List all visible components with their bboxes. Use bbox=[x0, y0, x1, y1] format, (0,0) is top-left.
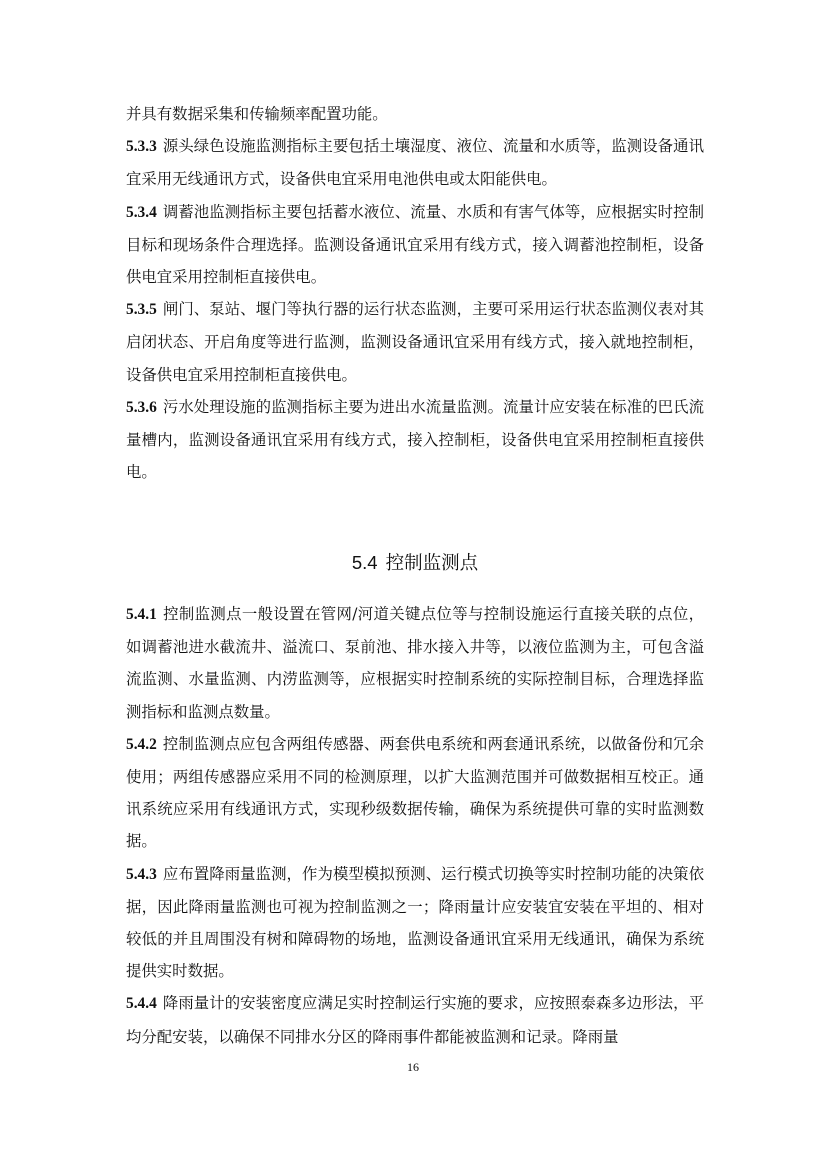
clause-5-4-2 bbox=[126, 728, 704, 858]
clause-number: 5.4.2 bbox=[126, 735, 157, 753]
section-heading bbox=[126, 547, 704, 580]
clause-text: 降雨量计的安装密度应满足实时控制运行实施的要求，应按照泰森多边形法，平均分配安装，以确保不同排水分区的降雨事件都能被监测和记录。降雨量 bbox=[126, 994, 704, 1046]
clause-5-3-5 bbox=[126, 293, 704, 391]
clause-number: 5.4.1 bbox=[126, 606, 157, 623]
clause-number: 5.3.5 bbox=[126, 301, 157, 319]
clause-5-4-3 bbox=[126, 858, 704, 988]
clause-text: 污水处理设施的监测指标主要为进出水流量监测。流量计应安装在标准的巴氏流量槽内，监测设备通讯宜采用有线方式，接入控制柜，设备供电宜采用控制柜直接供电。 bbox=[126, 397, 704, 482]
clause-number: 5.4.4 bbox=[126, 995, 157, 1013]
clause-number: 5.4.3 bbox=[126, 865, 157, 883]
clause-number: 5.3.3 bbox=[126, 138, 157, 156]
section-5-4-block bbox=[126, 598, 704, 1053]
clause-text: 调蓄池监测指标主要包括蓄水液位、流量、水质和有害气体等，应根据实时控制目标和现场条件合理选择。监测设备通讯宜采用有线方式，接入调蓄池控制柜，设备供电宜采用控制柜直接供电。 bbox=[126, 202, 704, 287]
section-5-3-block bbox=[126, 98, 704, 488]
clause-text: 源头绿色设施监测指标主要包括土壤湿度、液位、流量和水质等，监测设备通讯宜采用无线通讯方式，设备供电宜采用电池供电或太阳能供电。 bbox=[126, 137, 704, 189]
clause-5-4-4 bbox=[126, 987, 704, 1052]
clause-text: 控制监测点一般设置在管网/河道关键点位等与控制设施运行直接关联的点位，如调蓄池进水截流井、溢流口、泵前池、排水接入井等，以液位监测为主，可包含溢流监测、水量监测、内涝监测等，应根据实时控制系统的实际控制目标，合理选择监测指标和监测点数量。 bbox=[126, 605, 704, 721]
clause-5-3-3 bbox=[126, 130, 704, 195]
clause-text: 闸门、泵站、堰门等执行器的运行状态监测，主要可采用运行状态监测仪表对其启闭状态、开启角度等进行监测，监测设备通讯宜采用有线方式，接入就地控制柜，设备供电宜采用控制柜直接供电。 bbox=[126, 300, 704, 384]
page-number: 16 bbox=[407, 1060, 419, 1074]
clause-number: 5.3.6 bbox=[126, 398, 157, 416]
clause-number: 5.3.4 bbox=[126, 203, 157, 221]
section-heading-title: 控制监测点 bbox=[385, 553, 479, 574]
clause-text: 应布置降雨量监测，作为模型模拟预测、运行模式切换等实时控制功能的决策依据，因此降雨量监测也可视为控制监测之一；降雨量计应安装宜安装在平坦的、相对较低的并且周围没有树和障碍物的场地，监测设备通讯宜采用无线通讯，确保为系统提供实时数据。 bbox=[126, 864, 704, 981]
clause-5-4-1 bbox=[126, 598, 704, 728]
clause-5-3-4 bbox=[126, 196, 704, 294]
continued-paragraph: 并具有数据采集和传输频率配置功能。 bbox=[126, 105, 388, 123]
clause-5-3-6 bbox=[126, 391, 704, 489]
section-heading-number: 5.4 bbox=[351, 552, 378, 573]
clause-text: 控制监测点应包含两组传感器、两套供电系统和两套通讯系统，以做备份和冗余使用；两组传感器应采用不同的检测原理，以扩大监测范围并可做数据相互校正。通讯系统应采用有线通讯方式，实现秒级数据传输，确保为系统提供可靠的实时监测数据。 bbox=[126, 734, 704, 851]
